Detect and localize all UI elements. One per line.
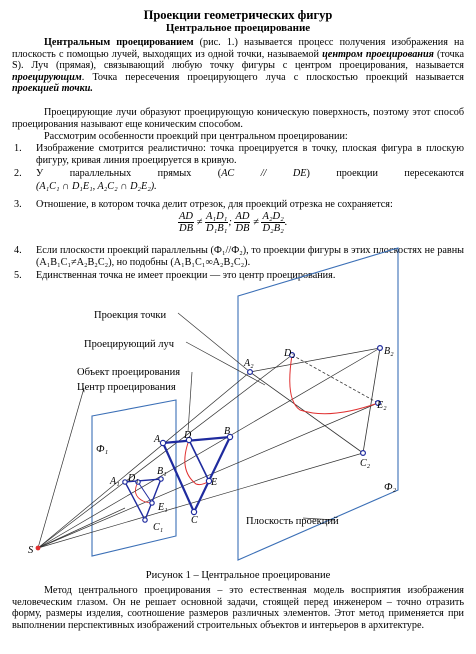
list-number: 2. <box>14 168 22 179</box>
object-triangle <box>163 437 230 512</box>
svg-text:B₁: B₁ <box>157 466 167 477</box>
svg-text:D₂: D₂ <box>284 348 295 359</box>
list-number: 4. <box>14 245 22 256</box>
figure-caption: Рисунок 1 – Центральное проецирование <box>145 570 331 581</box>
svg-text:A₁: A₁ <box>110 476 120 487</box>
list-text: Если плоскости проекций параллельны (Ф₁//Ф₂), то проекции фигуры в этих плоскостях не равны (A₁B₁C₁≠A₂B₂C₂), но подобны (A₁B₁C₁∞A₂B₂C₂). <box>36 245 464 268</box>
svg-text:E: E <box>211 477 218 488</box>
term-projecting: проецирующим <box>12 71 82 83</box>
label-plane: Плоскость проекций <box>246 516 339 527</box>
term-central: Центральным проецированием <box>44 37 194 48</box>
list-number: 3. <box>14 199 22 210</box>
page-subtitle: Центральное проецирование <box>165 22 311 34</box>
label-proj-point: Проекция точки <box>94 310 167 321</box>
svg-text:E₂: E₂ <box>377 400 387 411</box>
svg-text:A: A <box>154 434 161 445</box>
paragraph-features: Рассмотрим особенности проекций при центральном проецировании: <box>44 131 348 142</box>
svg-text:D: D <box>184 430 192 441</box>
intro-text2: (точка S). Луч (прямая), связывающий любую точку фигуры с центром проецирования, называется <box>12 48 464 72</box>
intro-text1: (рис. 1.) называется процесс получения изображения на плоскость с помощью лучей, выходящих из одной точки, называемой <box>12 37 464 60</box>
label-proj-ray: Проецирующий луч <box>84 339 175 350</box>
svg-text:D₁: D₁ <box>128 473 139 484</box>
label-center: Центр проецирования <box>77 382 176 393</box>
svg-text:B₂: B₂ <box>384 346 394 357</box>
projection-phi2 <box>250 348 380 453</box>
list-number: 1. <box>14 143 22 154</box>
page-title: Проекции геометрических фигур <box>143 8 333 22</box>
paragraph-conic: Проецирующие лучи образуют проецирующую коническую поверхность, поэтому этот способ проецирования называют еще коническим способом. <box>12 107 464 130</box>
svg-text:E₁: E₁ <box>158 502 168 513</box>
list-text: У параллельных прямых (AC // DE) проекции пересекаются <box>36 168 464 179</box>
svg-text:A₂: A₂ <box>244 358 254 369</box>
term-projection: проекцией точки. <box>12 83 93 95</box>
center-point-s <box>36 546 41 551</box>
svg-text:B: B <box>224 426 231 437</box>
svg-text:C₁: C₁ <box>153 522 164 533</box>
ratio-formula: $\frac{AD}{DB}$ ≠ $\frac{\text{A₁D₁}}{\text{D₁B₁}}$ ; $\frac{AD}{DB}$ ≠ $\frac{\text{A₂D₂}}{\text{D₂B₂}}$ . <box>179 211 288 234</box>
list-text: Единственная точка не имеет проекции — это центр проецирования. <box>36 270 336 281</box>
list-text: Отношение, в котором точка делит отрезок, для проекций отрезка не сохраняется: <box>36 199 393 210</box>
term-center: центром проецирования <box>322 48 434 60</box>
list-text: (A₁C₁ ∩ D₁E₁, A₂C₂ ∩ D₂E₂). <box>36 181 157 192</box>
paragraph-last: Метод центрального проецирования – это естественная модель восприятия изображения человеческим глазом. Он не решает основной задачи, стоящей перед инженером – точно отразить форму, размеры изделия, соотношение размеров различных элементов. Этот метод применяется при выполнении перспективных изображений строительных объектов и интерьеров в архитектуре. <box>12 585 464 631</box>
label-phi1: Ф₁ <box>96 444 109 455</box>
label-phi2: Ф₂ <box>384 482 397 493</box>
label-object: Объект проецирования <box>77 367 181 378</box>
list-text: Изображение смотрится реалистично: точка проецируется в точку, плоская фигура в плоскую фигуру, кривая линия проецируется в кривую. <box>36 143 464 166</box>
svg-text:C: C <box>191 515 198 526</box>
label-s: S <box>28 545 34 556</box>
svg-text:C₂: C₂ <box>360 458 371 469</box>
list-number: 5. <box>14 270 22 281</box>
intro-text3: . Точка пересечения проецирующего луча с плоскостью проекций называется <box>81 71 464 83</box>
